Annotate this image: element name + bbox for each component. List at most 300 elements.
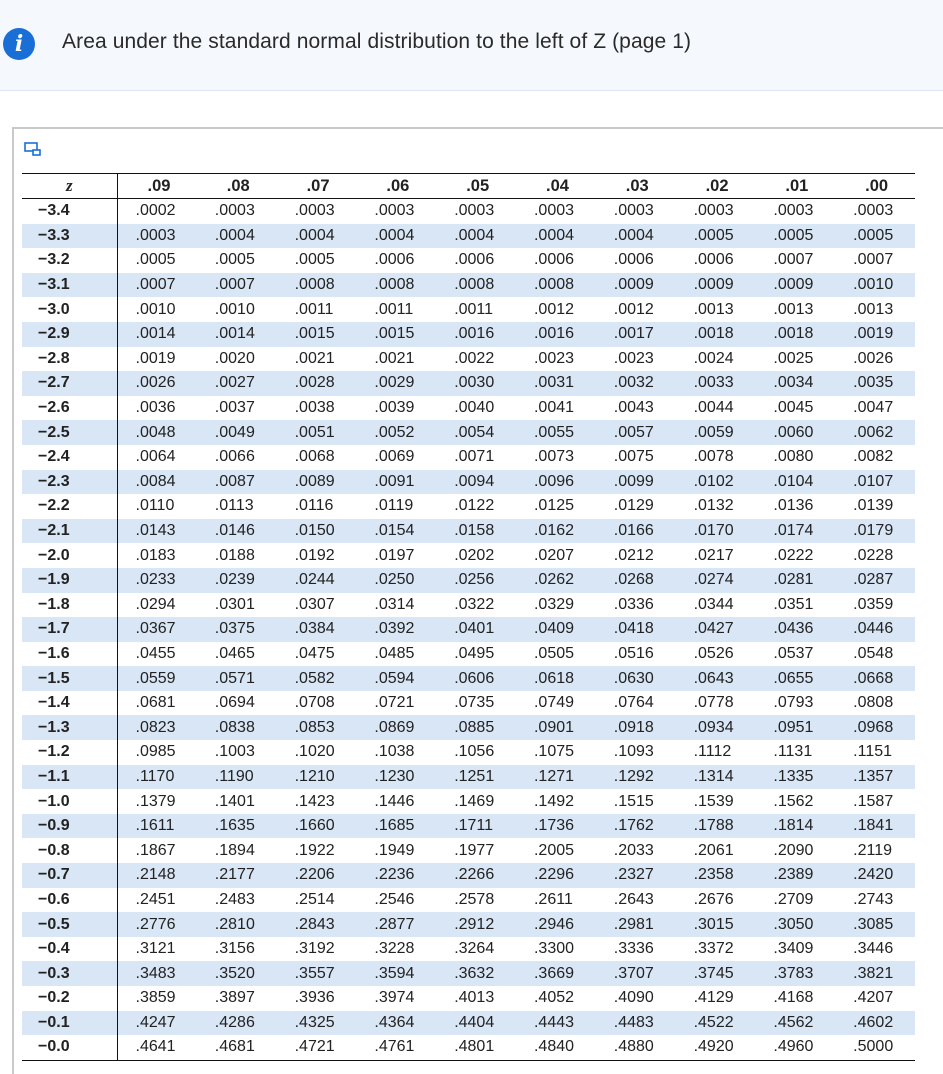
column-header: .01 <box>755 174 835 199</box>
probability-cell: .0015 <box>277 322 357 347</box>
probability-cell: .0344 <box>693 595 734 613</box>
probability-cell: .0021 <box>294 349 335 367</box>
probability-cell: .0618 <box>516 666 596 691</box>
column-header: .07 <box>277 174 357 199</box>
probability-cell: .0045 <box>773 399 814 417</box>
probability-cell: .0009 <box>596 273 676 298</box>
probability-cell: .0367 <box>117 617 197 642</box>
probability-cell: .0485 <box>374 644 415 662</box>
probability-cell: .2643 <box>613 890 654 908</box>
probability-cell: .3156 <box>214 940 255 958</box>
probability-cell: .0029 <box>356 371 436 396</box>
probability-cell: .1922 <box>294 841 335 859</box>
z-value: −2.5 <box>22 420 117 445</box>
probability-cell: .0003 <box>773 202 814 220</box>
probability-cell: .2005 <box>533 841 575 859</box>
probability-cell: .0016 <box>516 322 596 347</box>
probability-cell: .2090 <box>773 841 814 859</box>
probability-cell: .2420 <box>835 863 915 888</box>
probability-cell: .0028 <box>277 371 357 396</box>
probability-cell: .0217 <box>693 546 734 564</box>
probability-cell: .3974 <box>374 989 415 1007</box>
table-row <box>22 691 915 716</box>
probability-cell: .0233 <box>117 568 197 593</box>
probability-cell: .0329 <box>533 595 575 613</box>
table-row <box>22 347 915 372</box>
probability-cell: .0918 <box>596 715 676 740</box>
probability-cell: .0078 <box>693 448 734 466</box>
probability-cell: .1894 <box>214 841 255 859</box>
probability-cell: .1357 <box>835 765 915 790</box>
probability-cell: .0018 <box>755 322 835 347</box>
probability-cell: .0174 <box>755 519 835 544</box>
probability-cell: .0985 <box>135 743 176 761</box>
probability-cell: .2061 <box>693 841 734 859</box>
probability-cell: .0901 <box>516 715 596 740</box>
probability-cell: .0351 <box>773 595 814 613</box>
probability-cell: .0002 <box>135 202 176 220</box>
probability-cell: .0096 <box>516 470 596 495</box>
probability-cell: .4013 <box>454 989 495 1007</box>
probability-cell: .0968 <box>835 715 915 740</box>
probability-cell: .0057 <box>596 420 676 445</box>
z-value: −0.4 <box>22 937 117 962</box>
probability-cell: .0008 <box>436 273 516 298</box>
probability-cell: .4761 <box>356 1035 436 1060</box>
z-value: −1.8 <box>22 593 117 618</box>
probability-cell: .1335 <box>755 765 835 790</box>
probability-cell: .0455 <box>135 644 176 662</box>
probability-cell: .0150 <box>277 519 357 544</box>
table-row <box>22 789 915 814</box>
probability-cell: .0040 <box>454 399 495 417</box>
probability-cell: .2912 <box>436 912 516 937</box>
probability-cell: .3557 <box>277 961 357 986</box>
probability-cell: .0066 <box>214 448 255 466</box>
info-icon: i <box>3 28 35 60</box>
z-value: −1.5 <box>22 666 117 691</box>
probability-cell: .0446 <box>835 617 915 642</box>
probability-cell: .0475 <box>294 644 335 662</box>
probability-cell: .2546 <box>374 890 415 908</box>
probability-cell: .0125 <box>533 497 575 515</box>
probability-cell: .0594 <box>356 666 436 691</box>
probability-cell: .3783 <box>755 961 835 986</box>
probability-cell: .2709 <box>773 890 814 908</box>
probability-cell: .4129 <box>693 989 734 1007</box>
probability-cell: .0068 <box>294 448 335 466</box>
probability-cell: .0003 <box>117 224 197 249</box>
probability-cell: .1515 <box>613 792 654 810</box>
probability-cell: .3121 <box>135 940 176 958</box>
table-row <box>22 1035 915 1060</box>
probability-cell: .0143 <box>117 519 197 544</box>
probability-cell: .4168 <box>773 989 814 1007</box>
probability-cell: .0005 <box>294 251 335 269</box>
probability-cell: .0073 <box>533 448 575 466</box>
z-column-header: z <box>22 174 117 199</box>
probability-cell: .0031 <box>516 371 596 396</box>
table-header-row <box>22 174 915 199</box>
probability-cell: .0048 <box>117 420 197 445</box>
probability-cell: .3897 <box>214 989 255 1007</box>
probability-cell: .2236 <box>356 863 436 888</box>
probability-cell: .0004 <box>277 224 357 249</box>
z-value: −1.2 <box>22 740 117 765</box>
z-value: −0.9 <box>22 814 117 839</box>
z-value: −3.2 <box>22 248 117 273</box>
probability-cell: .0495 <box>454 644 495 662</box>
probability-cell: .4443 <box>516 1011 596 1036</box>
probability-cell: .3669 <box>516 961 596 986</box>
probability-cell: .3821 <box>835 961 915 986</box>
expand-icon[interactable] <box>24 142 42 158</box>
probability-cell: .0708 <box>294 694 335 712</box>
probability-cell: .0668 <box>835 666 915 691</box>
probability-cell: .0034 <box>755 371 835 396</box>
probability-cell: .1611 <box>117 814 197 839</box>
probability-cell: .1093 <box>613 743 654 761</box>
probability-cell: .3264 <box>454 940 495 958</box>
probability-cell: .0113 <box>214 497 254 515</box>
probability-cell: .0287 <box>835 568 915 593</box>
probability-cell: .2514 <box>294 890 335 908</box>
probability-cell: .0011 <box>374 300 414 318</box>
probability-cell: .3520 <box>197 961 277 986</box>
probability-cell: .0336 <box>613 595 654 613</box>
probability-cell: .1190 <box>197 765 277 790</box>
probability-cell: .0322 <box>454 595 495 613</box>
z-value: −2.0 <box>22 543 117 568</box>
probability-cell: .2119 <box>853 841 893 859</box>
probability-cell: .5000 <box>835 1035 915 1060</box>
probability-cell: .2206 <box>277 863 357 888</box>
table-row <box>22 371 915 396</box>
probability-cell: .3336 <box>613 940 654 958</box>
probability-cell: .0003 <box>693 202 734 220</box>
z-value: −0.2 <box>22 986 117 1011</box>
probability-cell: .0087 <box>197 470 277 495</box>
table-row <box>22 519 915 544</box>
z-value: −3.0 <box>22 297 117 322</box>
probability-cell: .0359 <box>853 595 894 613</box>
probability-cell: .1314 <box>676 765 756 790</box>
probability-cell: .0207 <box>533 546 575 564</box>
probability-cell: .0080 <box>773 448 814 466</box>
probability-cell: .4681 <box>197 1035 277 1060</box>
probability-cell: .1635 <box>197 814 277 839</box>
probability-cell: .1056 <box>454 743 495 761</box>
z-value: −2.6 <box>22 396 117 421</box>
probability-cell: .1423 <box>294 792 335 810</box>
probability-cell: .0139 <box>853 497 894 515</box>
z-value: −0.8 <box>22 838 117 863</box>
probability-cell: .1131 <box>773 743 813 761</box>
probability-cell: .0735 <box>454 694 495 712</box>
probability-cell: .0043 <box>613 399 654 417</box>
probability-cell: .0007 <box>197 273 277 298</box>
probability-cell: .0026 <box>117 371 197 396</box>
probability-cell: .2296 <box>516 863 596 888</box>
probability-cell: .1003 <box>214 743 255 761</box>
table-row <box>22 199 915 224</box>
probability-cell: .1562 <box>773 792 814 810</box>
probability-cell: .0064 <box>135 448 176 466</box>
z-value: −0.7 <box>22 863 117 888</box>
probability-cell: .0465 <box>214 644 255 662</box>
table-row <box>22 396 915 421</box>
probability-cell: .0007 <box>117 273 197 298</box>
probability-cell: .4286 <box>197 1011 277 1036</box>
probability-cell: .0132 <box>693 497 734 515</box>
probability-cell: .0039 <box>374 399 415 417</box>
probability-cell: .1685 <box>356 814 436 839</box>
probability-cell: .0013 <box>853 300 894 318</box>
probability-cell: .1660 <box>277 814 357 839</box>
probability-cell: .0004 <box>436 224 516 249</box>
probability-cell: .0314 <box>374 595 415 613</box>
info-header <box>0 0 943 91</box>
probability-cell: .4404 <box>436 1011 516 1036</box>
probability-cell: .0013 <box>773 300 814 318</box>
probability-cell: .4602 <box>835 1011 915 1036</box>
probability-cell: .0005 <box>135 251 176 269</box>
probability-cell: .0013 <box>693 300 734 318</box>
probability-cell: .0005 <box>755 224 835 249</box>
probability-cell: .0188 <box>214 546 255 564</box>
probability-cell: .0885 <box>436 715 516 740</box>
probability-cell: .3859 <box>135 989 176 1007</box>
probability-cell: .0011 <box>454 300 494 318</box>
probability-cell: .0094 <box>436 470 516 495</box>
probability-cell: .3228 <box>374 940 415 958</box>
probability-cell: .4522 <box>676 1011 756 1036</box>
z-value: −3.3 <box>22 224 117 249</box>
probability-cell: .0010 <box>135 300 176 318</box>
probability-cell: .0582 <box>277 666 357 691</box>
probability-cell: .3300 <box>533 940 575 958</box>
probability-cell: .0016 <box>436 322 516 347</box>
probability-cell: .4721 <box>277 1035 357 1060</box>
probability-cell: .0051 <box>277 420 357 445</box>
probability-cell: .2148 <box>117 863 197 888</box>
probability-cell: .0192 <box>294 546 335 564</box>
probability-cell: .0004 <box>356 224 436 249</box>
probability-cell: .0239 <box>197 568 277 593</box>
probability-cell: .1210 <box>277 765 357 790</box>
probability-cell: .2389 <box>755 863 835 888</box>
probability-cell: .0202 <box>454 546 495 564</box>
z-value: −2.3 <box>22 470 117 495</box>
z-value: −0.5 <box>22 912 117 937</box>
z-value: −1.7 <box>22 617 117 642</box>
probability-cell: .1711 <box>436 814 516 839</box>
probability-cell: .1038 <box>374 743 415 761</box>
probability-cell: .0838 <box>197 715 277 740</box>
probability-cell: .0104 <box>755 470 835 495</box>
table-row <box>22 740 915 765</box>
z-value: −1.0 <box>22 789 117 814</box>
probability-cell: .0250 <box>356 568 436 593</box>
column-header: .09 <box>117 174 197 199</box>
z-value: −0.6 <box>22 888 117 913</box>
probability-cell: .1841 <box>835 814 915 839</box>
probability-cell: .0014 <box>197 322 277 347</box>
probability-cell: .1292 <box>596 765 676 790</box>
table-row <box>22 863 915 888</box>
probability-cell: .0007 <box>853 251 894 269</box>
probability-cell: .0049 <box>197 420 277 445</box>
probability-cell: .0099 <box>596 470 676 495</box>
probability-cell: .0537 <box>773 644 814 662</box>
z-value: −1.4 <box>22 691 117 716</box>
probability-cell: .0170 <box>676 519 756 544</box>
probability-cell: .0052 <box>356 420 436 445</box>
probability-cell: .0222 <box>773 546 814 564</box>
probability-cell: .1977 <box>454 841 495 859</box>
probability-cell: .1230 <box>356 765 436 790</box>
probability-cell: .1251 <box>436 765 516 790</box>
probability-cell: .2327 <box>596 863 676 888</box>
probability-cell: .0294 <box>135 595 176 613</box>
probability-cell: .0003 <box>613 202 654 220</box>
table-row <box>22 593 915 618</box>
probability-cell: .0006 <box>454 251 495 269</box>
z-value: −3.1 <box>22 273 117 298</box>
column-header: .04 <box>516 174 596 199</box>
probability-cell: .0059 <box>676 420 756 445</box>
probability-cell: .0119 <box>374 497 414 515</box>
probability-cell: .0721 <box>374 694 415 712</box>
probability-cell: .1401 <box>214 792 255 810</box>
column-header: .02 <box>676 174 756 199</box>
probability-cell: .0007 <box>773 251 814 269</box>
probability-cell: .0069 <box>374 448 415 466</box>
probability-cell: .0012 <box>533 300 575 318</box>
probability-cell: .0019 <box>835 322 915 347</box>
z-value: −2.1 <box>22 519 117 544</box>
probability-cell: .0008 <box>516 273 596 298</box>
probability-cell: .0005 <box>214 251 255 269</box>
probability-cell: .0655 <box>755 666 835 691</box>
probability-cell: .1379 <box>135 792 176 810</box>
probability-cell: .0091 <box>356 470 436 495</box>
z-value: −2.9 <box>22 322 117 347</box>
probability-cell: .0015 <box>356 322 436 347</box>
probability-cell: .3446 <box>853 940 894 958</box>
probability-cell: .1271 <box>516 765 596 790</box>
probability-cell: .3192 <box>294 940 335 958</box>
column-header: .08 <box>197 174 277 199</box>
table-row <box>22 470 915 495</box>
probability-cell: .0630 <box>596 666 676 691</box>
probability-cell: .0003 <box>374 202 415 220</box>
probability-cell: .0643 <box>676 666 756 691</box>
probability-cell: .0154 <box>356 519 436 544</box>
probability-cell: .0004 <box>596 224 676 249</box>
probability-cell: .0934 <box>676 715 756 740</box>
table-row <box>22 961 915 986</box>
z-value: −0.3 <box>22 961 117 986</box>
probability-cell: .0951 <box>755 715 835 740</box>
probability-cell: .0010 <box>835 273 915 298</box>
table-row <box>22 838 915 863</box>
probability-cell: .4840 <box>516 1035 596 1060</box>
probability-cell: .0008 <box>356 273 436 298</box>
probability-cell: .0392 <box>356 617 436 642</box>
probability-cell: .1788 <box>676 814 756 839</box>
probability-cell: .2676 <box>693 890 734 908</box>
column-header: .05 <box>436 174 516 199</box>
probability-cell: .0301 <box>214 595 255 613</box>
probability-cell: .0017 <box>596 322 676 347</box>
probability-cell: .0778 <box>693 694 734 712</box>
probability-cell: .3015 <box>676 912 756 937</box>
probability-cell: .0047 <box>853 399 894 417</box>
probability-cell: .0162 <box>516 519 596 544</box>
probability-cell: .0003 <box>214 202 255 220</box>
probability-cell: .4562 <box>755 1011 835 1036</box>
probability-cell: .4247 <box>117 1011 197 1036</box>
probability-cell: .0006 <box>613 251 654 269</box>
probability-cell: .0024 <box>693 349 734 367</box>
z-value: −2.7 <box>22 371 117 396</box>
probability-cell: .3050 <box>755 912 835 937</box>
probability-cell: .0011 <box>294 300 334 318</box>
z-value: −1.3 <box>22 715 117 740</box>
probability-cell: .0044 <box>693 399 734 417</box>
probability-cell: .0012 <box>613 300 654 318</box>
probability-cell: .1949 <box>374 841 415 859</box>
table-row <box>22 912 915 937</box>
z-table <box>22 173 915 1061</box>
probability-cell: .0110 <box>135 497 175 515</box>
probability-cell: .0062 <box>835 420 915 445</box>
probability-cell: .3409 <box>773 940 814 958</box>
probability-cell: .3372 <box>693 940 734 958</box>
probability-cell: .0146 <box>197 519 277 544</box>
probability-cell: .0020 <box>214 349 255 367</box>
z-value: −3.4 <box>22 199 117 224</box>
table-body <box>22 199 915 1061</box>
probability-cell: .2946 <box>516 912 596 937</box>
z-value: −1.1 <box>22 765 117 790</box>
probability-cell: .0006 <box>693 251 734 269</box>
probability-cell: .0032 <box>596 371 676 396</box>
probability-cell: .0526 <box>693 644 734 662</box>
probability-cell: .0038 <box>294 399 335 417</box>
probability-cell: .4880 <box>596 1035 676 1060</box>
probability-cell: .0516 <box>613 644 654 662</box>
probability-cell: .0025 <box>773 349 814 367</box>
probability-cell: .3483 <box>117 961 197 986</box>
probability-cell: .1075 <box>533 743 575 761</box>
probability-cell: .0102 <box>676 470 756 495</box>
probability-cell: .0136 <box>773 497 814 515</box>
table-row <box>22 888 915 913</box>
probability-cell: .0071 <box>454 448 495 466</box>
probability-cell: .2843 <box>277 912 357 937</box>
z-value: −2.2 <box>22 494 117 519</box>
probability-cell: .4801 <box>436 1035 516 1060</box>
probability-cell: .1762 <box>596 814 676 839</box>
probability-cell: .1469 <box>454 792 495 810</box>
probability-cell: .1446 <box>374 792 415 810</box>
table-row <box>22 814 915 839</box>
probability-cell: .0427 <box>676 617 756 642</box>
probability-cell: .0055 <box>516 420 596 445</box>
probability-cell: .0764 <box>613 694 654 712</box>
